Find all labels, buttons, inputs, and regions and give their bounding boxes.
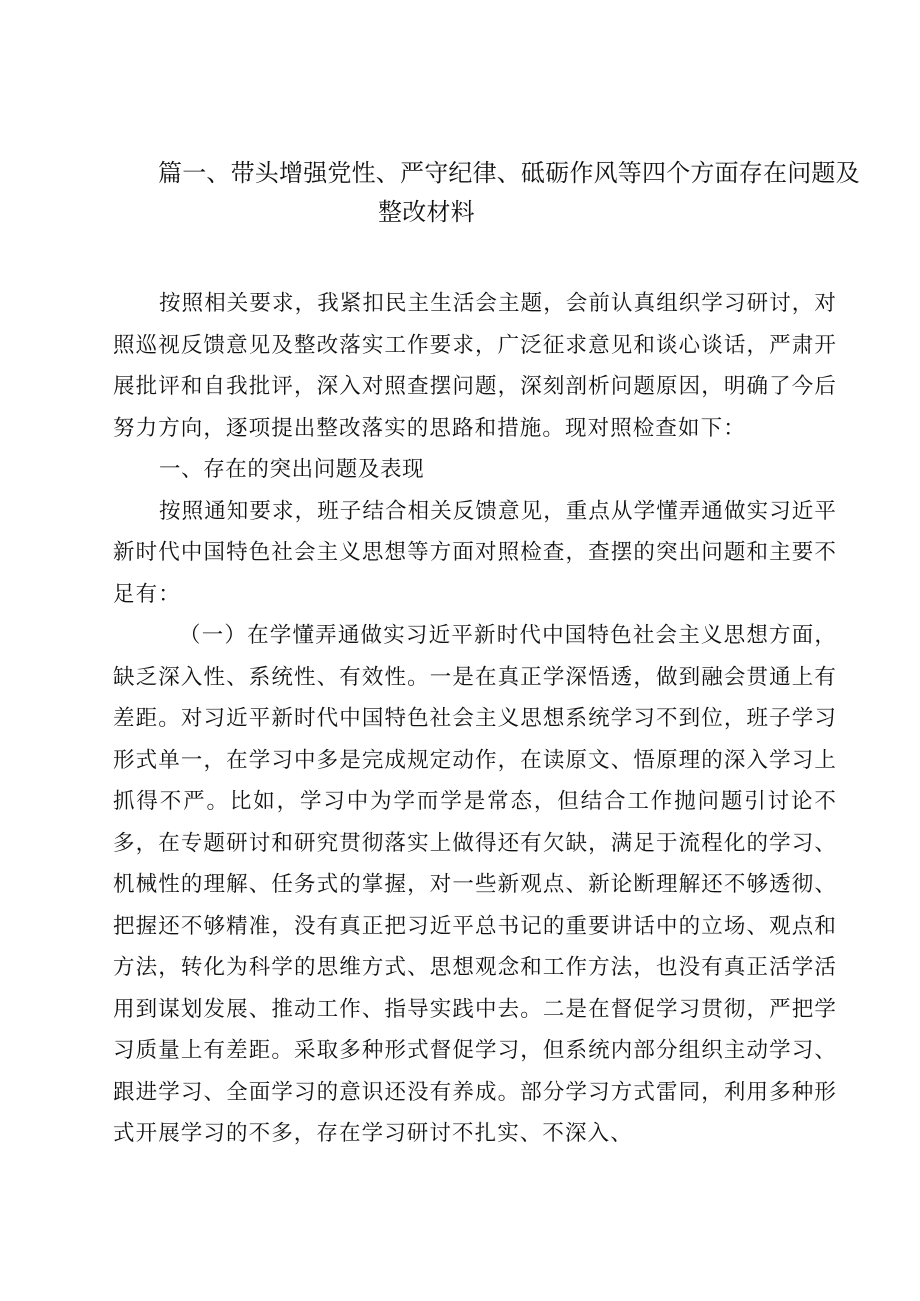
intro-paragraph: 按照相关要求，我紧扣民主生活会主题，会前认真组织学习研讨，对照巡视反馈意见及整改落实工作要求，广泛征求意见和谈心谈话，严肃开展批评和自我批评，深入对照查摆问题，深刻剖析问题原因，明确了今后努力方向，逐项提出整改落实的思路和措施。现对照检查如下： xyxy=(113,291,838,441)
document-title xyxy=(158,154,860,232)
subsection-1-paragraph: （一）在学懂弄通做实习近平新时代中国特色社会主义思想方面，缺乏深入性、系统性、有效性。一是在真正学深悟透，做到融会贯通上有差距。对习近平新时代中国特色社会主义思想系统学习不到位，班子学习形式单一，在学习中多是完成规定动作，在读原文、悟原理的深入学习上抓得不严。比如，学习中为学而学是常态，但结合工作抛问题引讨论不多，在专题研讨和研究贯彻落实上做得还有欠缺，满足于流程化的学习、机械性的理解、任务式的掌握，对一些新观点、新论断理解还不够透彻、把握还不够精准，没有真正把习近平总书记的重要讲话中的立场、观点和方法，转化为科学的思维方式、思想观念和工作方法，也没有真正活学活用到谋划发展、推动工作、指导实践中去。二是在督促学习贯彻，严把学习质量上有差距。采取多种形式督促学习，但系统内部分组织主动学习、跟进学习、全面学习的意识还没有养成。部分学习方式雷同，利用多种形式开展学习的不多，存在学习研讨不扎实、不深入、 xyxy=(113,623,837,1146)
section-intro-paragraph: 按照通知要求，班子结合相关反馈意见，重点从学懂弄通做实习近平新时代中国特色社会主义思想等方面对照检查，查摆的突出问题和主要不足有： xyxy=(113,498,838,607)
title-line-2: 整改材料 xyxy=(378,198,475,226)
section-heading-problems: 一、存在的突出问题及表现 xyxy=(159,457,425,482)
title-line-1: 篇一、带头增强党性、严守纪律、砥砺作风等四个方面存在问题及 xyxy=(158,159,860,187)
document-body xyxy=(113,283,837,1155)
